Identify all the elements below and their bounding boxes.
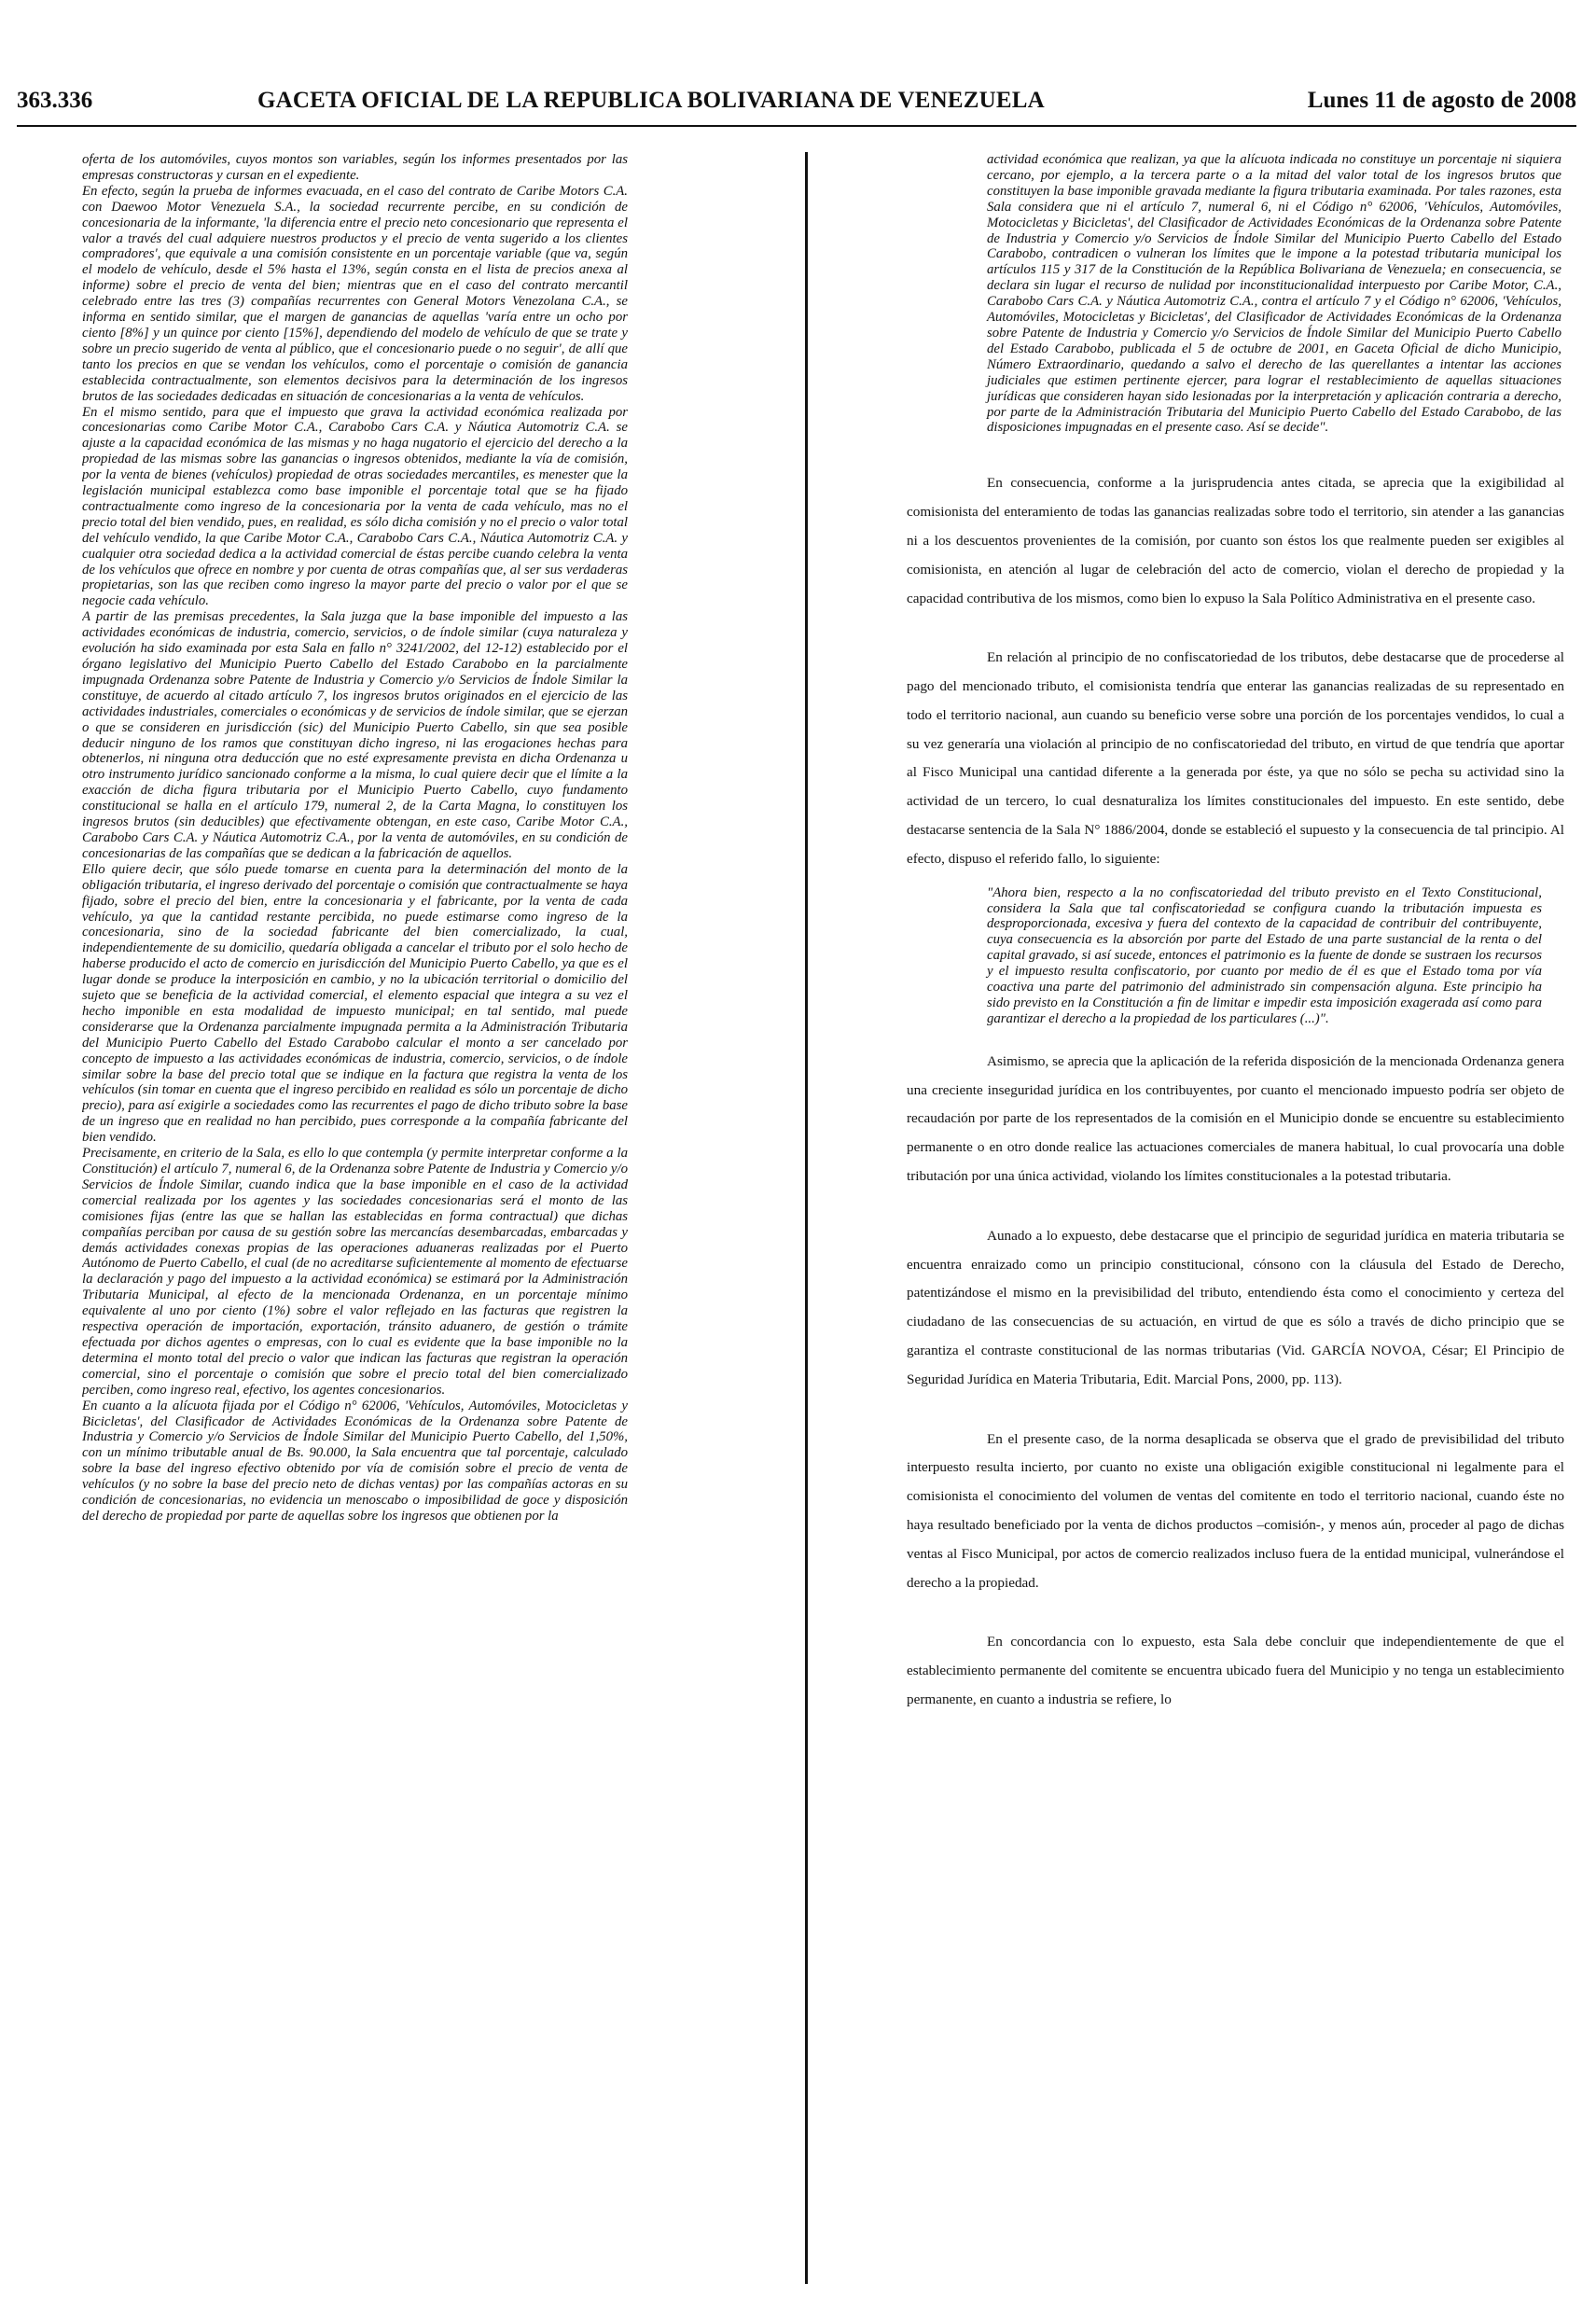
body-paragraph: Aunado a lo expuesto, debe destacarse que el principio de seguridad jurídica en materia tributaria se encuentra enraizado como un principio constitucional, cónsono con la cláusula del Estado de Derecho, patentizándose el mismo en la previsibilidad del tributo, entendiendo ésta como el conocimiento y certeza del ciudadano de las consecuencias de su actuación, en virtud de que es sólo a través de dicho principio que se garantiza el contraste constitucional de las normas tributarias (Vid. GARCÍA NOVOA, César; El Principio de Seguridad Jurídica en Materia Tributaria, Edit. Marcial Pons, 2000, pp. 113). xyxy=(907,1227,1564,1387)
body-paragraph: En concordancia con lo expuesto, esta Sala debe concluir que independientemente de que el establecimiento permanente del comitente se encuentra ubicado fuera del Municipio y no tenga un establecimiento permanente, en cuanto a industria se refiere, lo xyxy=(907,1634,1564,1707)
left-paragraph: Precisamente, en criterio de la Sala, es ello lo que contempla (y permite interpretar conforme a la Constitución) el artículo 7, numeral 6, de la Ordenanza sobre Patente de Industria y Comercio y/o Servicios de Índole Similar, cuando indica que la base imponible en el caso de la actividad comercial realizada por los agentes y las sociedades concesionarias será el monto de las comisiones fijas (entre las que se hallan las establecidas en forma contractual) que dichas compañías perciban por causa de su gestión sobre las mercancías desembarcadas, embarcadas y demás actividades conexas propias de las operaciones aduaneras realizadas por el Puerto Autónomo de Puerto Cabello, el cual (de no acreditarse suficientemente al momento de efectuarse la declaración y pago del impuesto a la actividad económica) se estimará por la Administración Tributaria Municipal, al efecto de la mencionada Ordenanza, en un porcentaje mínimo equivalente al uno por ciento (1%) sobre el valor reflejado en las facturas que registren la respectiva operación de importación, exportación, tránsito aduanero, de gestión o trámite efectuada por dichos agentes o empresas, con lo cual es evidente que la base imponible no la determina el monto total del precio o valor que indican las facturas que registran la operación comercial, sino el porcentaje o comisión que sobre el precio total del bien comercializado perciben, como ingreso real, efectivo, los agentes concesionarios. xyxy=(82,1146,628,1398)
left-paragraph: En cuanto a la alícuota fijada por el Código n° 62006, 'Vehículos, Automóviles, Motocicletas y Bicicletas', del Clasificador de Actividades Económicas de la Ordenanza sobre Patente de Industria y Comercio y/o Servicios de Índole Similar del Municipio Puerto Cabello, del 1,50%, con un mínimo tributable anual de Bs. 90.000, la Sala encuentra que tal porcentaje, calculado sobre la base del ingreso efectivo obtenido por vía de comisión sobre el precio de venta de vehículos (y no sobre la base del precio neto de dichas ventas) por las compañías actoras en su condición de concesionarias, no evidencia un menoscabo o imposibilidad de goce y disposición del derecho de propiedad por parte de aquellas sobre los ingresos que obtienen por la xyxy=(82,1398,628,1524)
left-paragraph: Ello quiere decir, que sólo puede tomarse en cuenta para la determinación del monto de la obligación tributaria, el ingreso derivado del porcentaje o comisión que contractualmente se haya fijado, sobre el precio del bien, entre la concesionaria y el fabricante, por la venta de cada vehículo, ya que la cantidad restante percibida, no puede estimarse como ingreso de la concesionaria, sino de la sociedad fabricante del bien comercializado, la cual, independientemente de su domicilio, quedaría obligada a cancelar el tributo por el solo hecho de haberse producido el acto de comercio en jurisdicción del Municipio Puerto Cabello, ya que es el lugar donde se produce la interposición en cambio, y no la ubicación territorial o domicilio del sujeto que se beneficia de la actividad comercial, el elemento espacial que integra a su vez el hecho imponible en esta modalidad de impuesto municipal; en tal sentido, mal puede considerarse que la Ordenanza parcialmente impugnada permita a la Administración Tributaria del Municipio Puerto Cabello del Estado Carabobo calcular el monto a ser cancelado por concepto de impuesto a las actividades económicas de industria, comercio, servicios, o de índole similar sobre la base del precio total que se indique en la factura que registra la venta de los vehículos (sin tomar en cuenta que el ingreso percibido en realidad es sólo un porcentaje de dicho precio), para así exigirle a sociedades como las recurrentes el pago de dicho tributo sobre la base de un ingreso que en realidad no han percibido, pues corresponde a la compañía fabricante del bien vendido. xyxy=(82,861,628,1146)
body-paragraph: En el presente caso, de la norma desaplicada se observa que el grado de previsibilidad del tributo interpuesto resulta incierto, por cuanto no existe una obligación exigible constitucional ni legalmente para el comisionista el conocimiento del volumen de ventas del comitente en todo el territorio nacional, cuando éste no haya resultado beneficiado por la venta de dichos productos –comisión-, y menos aún, proceder al pago de dichas ventas al Fisco Municipal, por actos de comercio realizados incluso fuera de la entidad municipal, vulnerándose el derecho a la propiedad. xyxy=(907,1430,1564,1591)
column-divider xyxy=(805,152,808,2284)
left-paragraph: En el mismo sentido, para que el impuesto que grava la actividad económica realizada por concesionarias como Caribe Motor C.A., Carabobo Cars C.A. y Náutica Automotriz C.A. se ajuste a la capacidad económica de las mismas y no haga nugatorio el ejercicio del derecho a la propiedad de las mismas sobre las ganancias o ingresos obtenidos, mediante la vía de comisión, por la venta de bienes (vehículos) propiedad de otras sociedades mercantiles, es menester que la legislación municipal establezca como base imponible el porcentaje total que se ha fijado contractualmente como ingreso de la concesionaria por la venta de cada vehículo, mas no el precio total del bien vendido, pues, en realidad, es sólo dicha comisión y no el precio o valor total del vehículo vendido, la que Caribe Motor C.A., Carabobo Cars C.A., Náutica Automotriz C.A. y cualquier otra sociedad dedica a la actividad comercial de éstas percibe cuando celebra la venta de los vehículos que ofrece en nombre y por cuenta de otras compañías que, al ser sus verdaderas propietarias, son las que reciben como ingreso la mayor parte del precio o valor por el que se negocie cada vehículo. xyxy=(82,404,628,609)
gazette-title: GACETA OFICIAL DE LA REPUBLICA BOLIVARIANA DE VENEZUELA xyxy=(257,88,1045,113)
left-paragraph: En efecto, según la prueba de informes evacuada, en el caso del contrato de Caribe Motors C.A. con Daewoo Motor Venezuela S.A., la sociedad recurrente percibe, en su condición de concesionaria de la informante, 'la diferencia entre el precio neto concesionario que representa el valor a través del cual adquiere nuestros productos y el precio de venta sugerido a los clientes compradores', que equivale a una comisión consistente en un porcentaje variable (que va, según el modelo de vehículo, desde el 5% hasta el 13%, según consta en el lista de precios anexa al informe) sobre el precio de venta del bien; mientras que en el caso del contrato mercantil celebrado entre las tres (3) compañías recurrentes con General Motors Venezolana C.A., se informa en sentido similar, que el margen de ganancias de aquellas 'varía entre un ocho por ciento [8%] y un quince por ciento [15%], dependiendo del modelo de vehículo de que se trate y sobre un precio sugerido de venta al público, que el concesionario puede o no seguir', de allí que tanto los precios en que se vendan los vehículos, como el porcentaje o comisión de ganancia establecida contractualmente, son elementos decisivos para la determinación de los ingresos brutos de las sociedades dedicadas en situación de concesionarias a la venta de vehículos. xyxy=(82,183,628,404)
left-paragraph: oferta de los automóviles, cuyos montos son variables, según los informes presentados por las empresas constructoras y cursan en el expediente. xyxy=(82,152,628,183)
page-number: 363.336 xyxy=(17,88,93,113)
body-paragraph: Asimismo, se aprecia que la aplicación de la referida disposición de la mencionada Ordenanza genera una creciente inseguridad jurídica en los contribuyentes, por cuanto el mencionado impuesto podría ser objeto de recaudación por parte de los representados de la comisión en el Municipio donde se encuentre su establecimiento permanente o en otro donde realice las actuaciones comerciales de manera habitual, lo cual provocaría una doble tributación por una única actividad, violando los límites constitucionales a la potestad tributaria. xyxy=(907,1052,1564,1185)
block-quote: "Ahora bien, respecto a la no confiscatoriedad del tributo previsto en el Texto Constitucional, considera la Sala que tal confiscatoriedad se configura cuando la tributación impuesta es desproporcionada, excesiva y fuera del contexto de la capacidad de contribuir del contribuyente, cuya consecuencia es la absorción por parte del Estado de una parte sustancial de la renta o del capital gravado, si así sucede, entonces el patrimonio es la fuente de donde se sustraen los recursos y el impuesto resulta confiscatorio, por cuanto por medio de él es que el Estado toma por vía coactiva una parte del patrimonio del administrado sin compensación alguna. Este principio ha sido previsto en la Constitución a fin de limitar e impedir esta imposición exagerada así como para garantizar el derecho a la propiedad de los particulares (...)". xyxy=(987,884,1542,1026)
right-column xyxy=(907,152,1564,2289)
header-rule xyxy=(17,125,1576,127)
body-paragraph: En consecuencia, conforme a la jurisprudencia antes citada, se aprecia que la exigibilidad al comisionista del enteramiento de todas las ganancias realizadas sobre todo el territorio, sin atender a las ganancias ni a los descuentos provenientes de la comisión, por cuanto son éstos los que realmente pueden ser exigibles al comisionista, en atención al lugar de celebración del acto de comercio, violan el derecho de propiedad y la capacidad contributiva de los mismos, como bien lo expuso la Sala Político Administrativa en el presente caso. xyxy=(907,475,1564,606)
issue-date: Lunes 11 de agosto de 2008 xyxy=(1307,88,1576,113)
left-column xyxy=(82,152,628,2289)
quote-continuation: actividad económica que realizan, ya que la alícuota indicada no constituye un porcentaje ni siquiera cercano, por ejemplo, a la tercera parte o a la mitad del valor total de los ingresos brutos que constituyen la base imponible gravada mediante la figura tributaria examinada. Por tales razones, esta Sala considera que ni el artículo 7, numeral 6, ni el Código n° 62006, 'Vehículos, Automóviles, Motocicletas y Bicicletas', del Clasificador de Actividades Económicas de la Ordenanza sobre Patente de Industria y Comercio y/o Servicios de Índole Similar del Municipio Puerto Cabello del Estado Carabobo, contradicen o vulneran los límites que le impone a la potestad tributaria municipal los artículos 115 y 317 de la Constitución de la República Bolivariana de Venezuela; en consecuencia, se declara sin lugar el recurso de nulidad por inconstitucionalidad interpuesto por Caribe Motor, C.A., Carabobo Cars C.A. y Náutica Automotriz C.A., contra el artículo 7 y el Código n° 62006, 'Vehículos, Automóviles, Motocicletas y Bicicletas', del Clasificador de Actividades Económicas de la Ordenanza sobre Patente de Industria y Comercio y/o Servicios de Índole Similar del Municipio Puerto Cabello del Estado Carabobo, publicada el 5 de octubre de 2001, en Gaceta Oficial de dicho Municipio, Número Extraordinario, quedando a salvo el derecho de las querellantes a intentar las acciones judiciales que estimen pertinente ejercer, para lograr el restablecimiento de aquellas situaciones jurídicas que consideren hayan sido lesionadas por la interpretación y aplicación contraria a derecho, por parte de la Administración Tributaria del Municipio Puerto Cabello del Estado Carabobo, de las disposiciones impugnadas en el presente caso. Así se decide". xyxy=(987,152,1561,436)
left-paragraph: A partir de las premisas precedentes, la Sala juzga que la base imponible del impuesto a las actividades económicas de industria, comercio, servicios, o de índole similar (cuya naturaleza y evolución ha sido examinada por esta Sala en fallo n° 3241/2002, del 12-12) establecido por el órgano legislativo del Municipio Puerto Cabello del Estado Carabobo en la parcialmente impugnada Ordenanza sobre Patente de Industria y Comercio y/o Servicios de Índole Similar la constituye, de acuerdo al citado artículo 7, los ingresos brutos originados en el ejercicio de las actividades industriales, comerciales o económicas y de servicios de índole similar, que se ejerzan o que se consideren en jurisdicción (sic) del Municipio Puerto Cabello, sin que sea posible deducir ninguno de los ramos que constituyan dicho ingreso, ni las erogaciones hechas para obtenerlos, ni ninguna otra deducción que no esté expresamente prevista en dicha Ordenanza u otro instrumento jurídico sancionado conforme a la misma, lo cual quiere decir que el límite a la exacción de dicha figura tributaria por el Municipio Puerto Cabello, cuyo fundamento constitucional se halla en el artículo 179, numeral 2, de la Carta Magna, lo constituyen los ingresos brutos (sin deducibles) que efectivamente obtengan, en este caso, Caribe Motor C.A., Carabobo Cars C.A. y Náutica Automotriz C.A., por la venta de automóviles, en su condición de concesionarias de las compañías que se dedican a la fabricación de aquellos. xyxy=(82,609,628,861)
page-header xyxy=(17,84,1576,121)
body-paragraph: En relación al principio de no confiscatoriedad de los tributos, debe destacarse que de procederse al pago del mencionado tributo, el comisionista tendría que enterar las ganancias realizadas de su representado en todo el territorio nacional, aun cuando su beneficio verse sobre una porción de los porcentajes vendidos, lo cual a su vez generaría una violación al principio de no confiscatoriedad del tributo, en virtud de que tendría que aportar al Fisco Municipal una cantidad diferente a la generada por éste, ya que no sólo se pecha su actividad sino la actividad de un tercero, lo cual desnaturaliza los límites constitucionales del impuesto. En este sentido, debe destacarse sentencia de la Sala N° 1886/2004, donde se estableció el supuesto y la consecuencia de tal principio. Al efecto, dispuso el referido fallo, lo siguiente: xyxy=(907,649,1564,867)
